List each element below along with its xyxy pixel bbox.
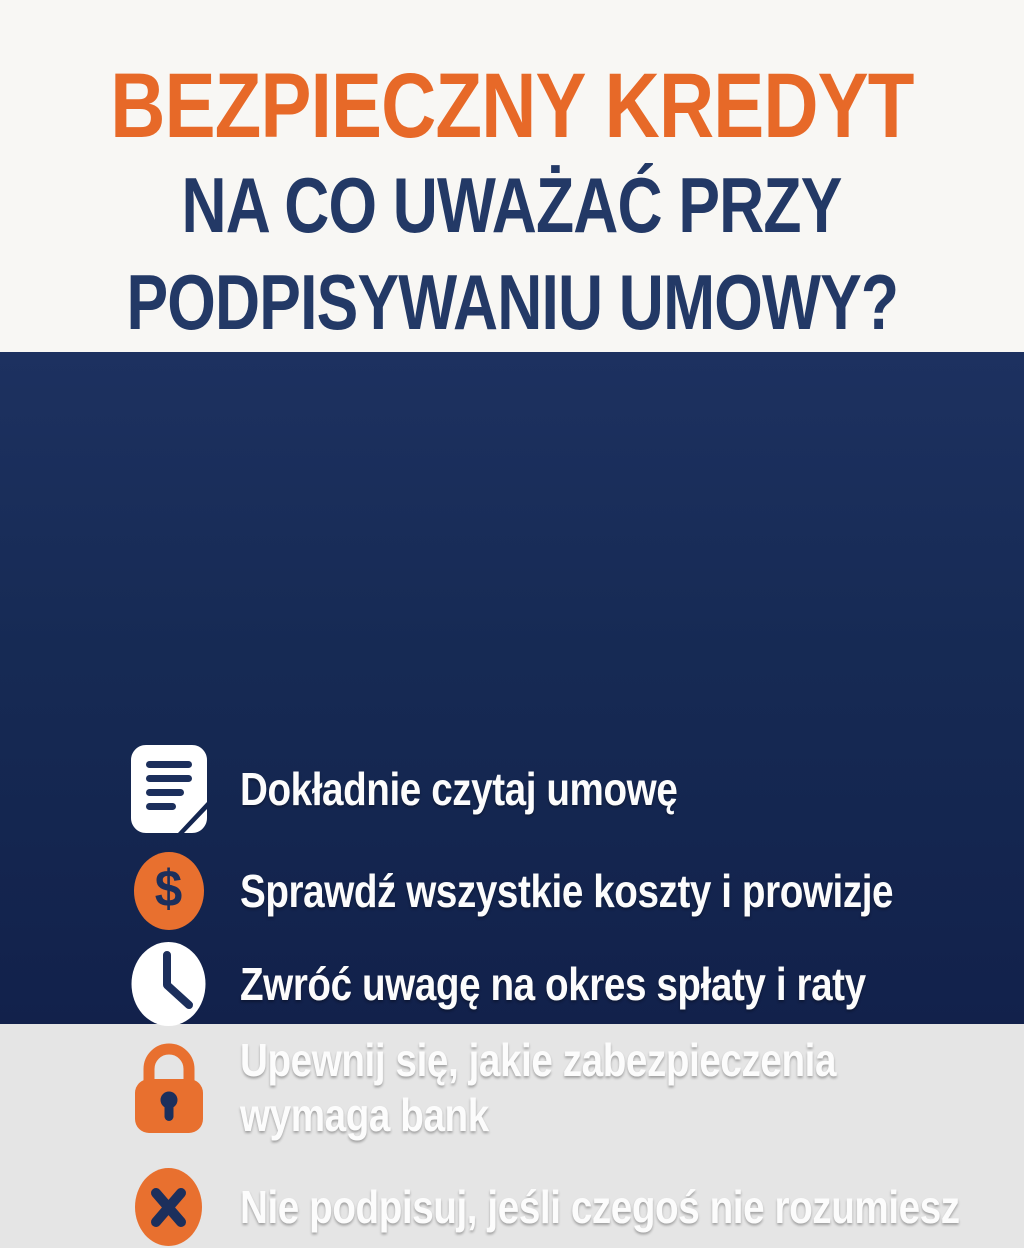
list-item <box>0 1166 1024 1248</box>
list-item-text: Nie podpisuj, jeśli czegoś nie rozumiesz <box>240 1180 960 1233</box>
list-item-text: Sprawdź wszystkie koszty i prowizje <box>240 864 894 917</box>
list-item <box>0 745 1024 833</box>
page-title-text: BEZPIECZNY KREDYT <box>110 55 914 157</box>
list-item-text: Upewnij się, jakie zabezpieczenia wymaga bank <box>240 1034 837 1141</box>
padlock-icon <box>131 1040 206 1136</box>
page-subtitle <box>0 161 1024 362</box>
subtitle-line-2: PODPISYWANIU UMOWY? <box>126 258 898 346</box>
x-circle-icon <box>131 1166 206 1248</box>
list-item <box>0 942 1024 1026</box>
checklist-section <box>0 352 1024 1233</box>
list-item <box>0 851 1024 931</box>
subtitle-line-1: NA CO UWAŻAĆ PRZY <box>181 161 843 249</box>
list-item-text: Zwróć uwagę na okres spłaty i raty <box>240 957 866 1010</box>
list-item-text: Dokładnie czytaj umowę <box>240 762 678 815</box>
document-icon <box>131 745 206 833</box>
dollar-glyph: $ <box>154 860 183 918</box>
clock-icon <box>131 942 206 1026</box>
dollar-circle-icon <box>131 851 206 931</box>
page-title <box>0 55 1024 157</box>
list-item <box>0 1034 1024 1141</box>
header-section <box>0 0 1024 352</box>
